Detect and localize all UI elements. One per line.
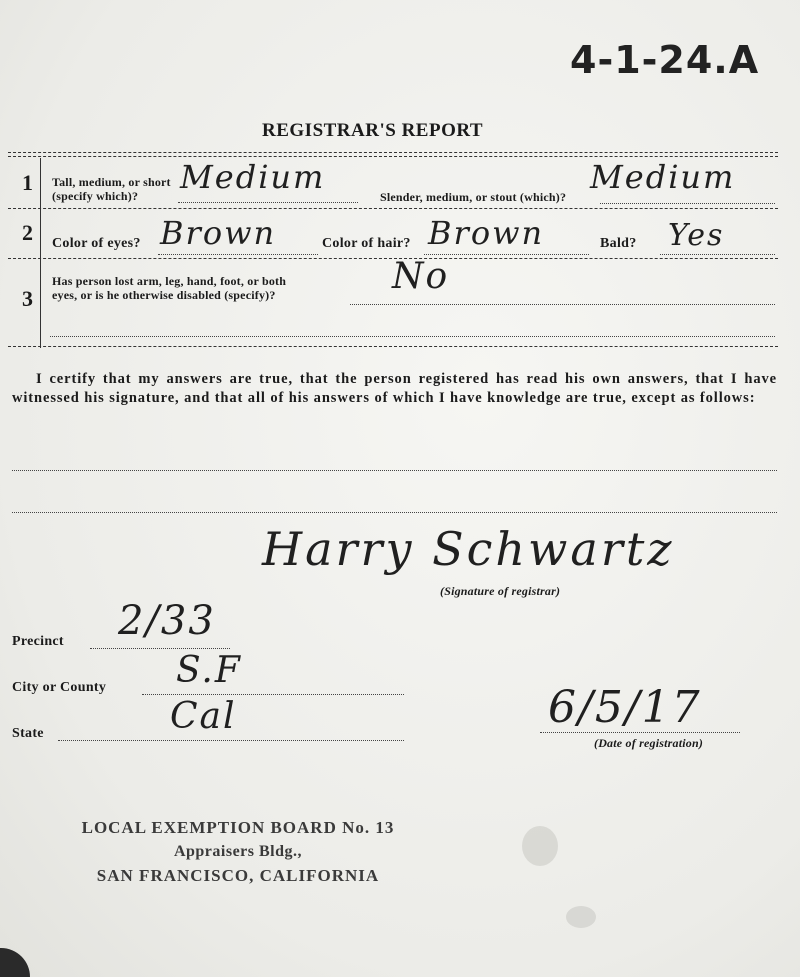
exceptions-line-2 <box>12 512 777 513</box>
precinct-value: 2/33 <box>118 598 216 644</box>
answer-line <box>600 203 775 204</box>
answer-line <box>178 202 358 203</box>
torn-corner <box>0 948 30 977</box>
question-number-1: 1 <box>22 170 33 195</box>
question-3-prompt-line1: Has person lost arm, leg, hand, foot, or both <box>52 274 287 288</box>
paper-stain <box>522 826 558 866</box>
question-2-answer-a: Brown <box>160 214 277 252</box>
question-number-3: 3 <box>22 286 33 311</box>
question-1-prompt-b: Slender, medium, or stout (which)? <box>380 190 567 204</box>
question-number-2: 2 <box>22 220 33 245</box>
board-city: SAN FRANCISCO, CALIFORNIA <box>96 866 380 885</box>
question-2-answer-c: Yes <box>668 218 725 253</box>
answer-line <box>540 732 740 733</box>
answer-line <box>142 694 404 695</box>
answer-line <box>424 254 589 255</box>
state-label: State <box>12 726 44 741</box>
date-caption: (Date of registration) <box>594 736 704 750</box>
table-bottom-rule <box>8 346 778 347</box>
table-top-rule <box>8 152 778 153</box>
answer-line <box>58 740 404 741</box>
serial-number: 4-1-24.A <box>570 38 760 82</box>
report-title: REGISTRAR'S REPORT <box>262 120 484 141</box>
exceptions-line-1 <box>12 470 777 471</box>
board-name: LOCAL EXEMPTION BOARD No. 13 <box>81 818 395 837</box>
answer-line <box>350 304 775 305</box>
answer-line <box>660 254 775 255</box>
state-value: Cal <box>170 696 237 737</box>
question-3-answer: No <box>392 256 450 297</box>
question-1-answer-a: Medium <box>180 158 326 196</box>
question-2-answer-b: Brown <box>428 214 545 252</box>
signature-caption: (Signature of registrar) <box>440 584 561 598</box>
row1-divider <box>8 208 778 209</box>
question-2-prompt-b: Color of hair? <box>322 236 411 251</box>
answer-line <box>90 648 230 649</box>
question-2-prompt-c: Bald? <box>600 236 637 251</box>
question-3-prompt-line2: eyes, or is he otherwise disabled (specify)? <box>52 288 276 302</box>
board-address: Appraisers Bldg., <box>173 843 303 860</box>
city-label: City or County <box>12 680 107 695</box>
city-value: S.F <box>176 650 242 691</box>
answer-line <box>158 254 318 255</box>
table-top-rule-2 <box>8 156 778 157</box>
question-1-answer-b: Medium <box>590 158 736 196</box>
number-column-divider <box>40 158 41 348</box>
paper-stain <box>566 906 596 928</box>
answer-line <box>50 336 775 337</box>
question-2-prompt-a: Color of eyes? <box>52 236 141 251</box>
question-1-prompt-a: Tall, medium, or short (specify which)? <box>52 175 171 203</box>
registration-date: 6/5/17 <box>548 682 702 733</box>
certification-text: I certify that my answers are true, that the person registered has read his own answers, that I have witnessed his signature, and that all of his answers of which I have knowledge are true, except as follows: <box>12 371 777 406</box>
registrar-signature: Harry Schwartz <box>262 522 675 576</box>
precinct-label: Precinct <box>12 634 64 649</box>
